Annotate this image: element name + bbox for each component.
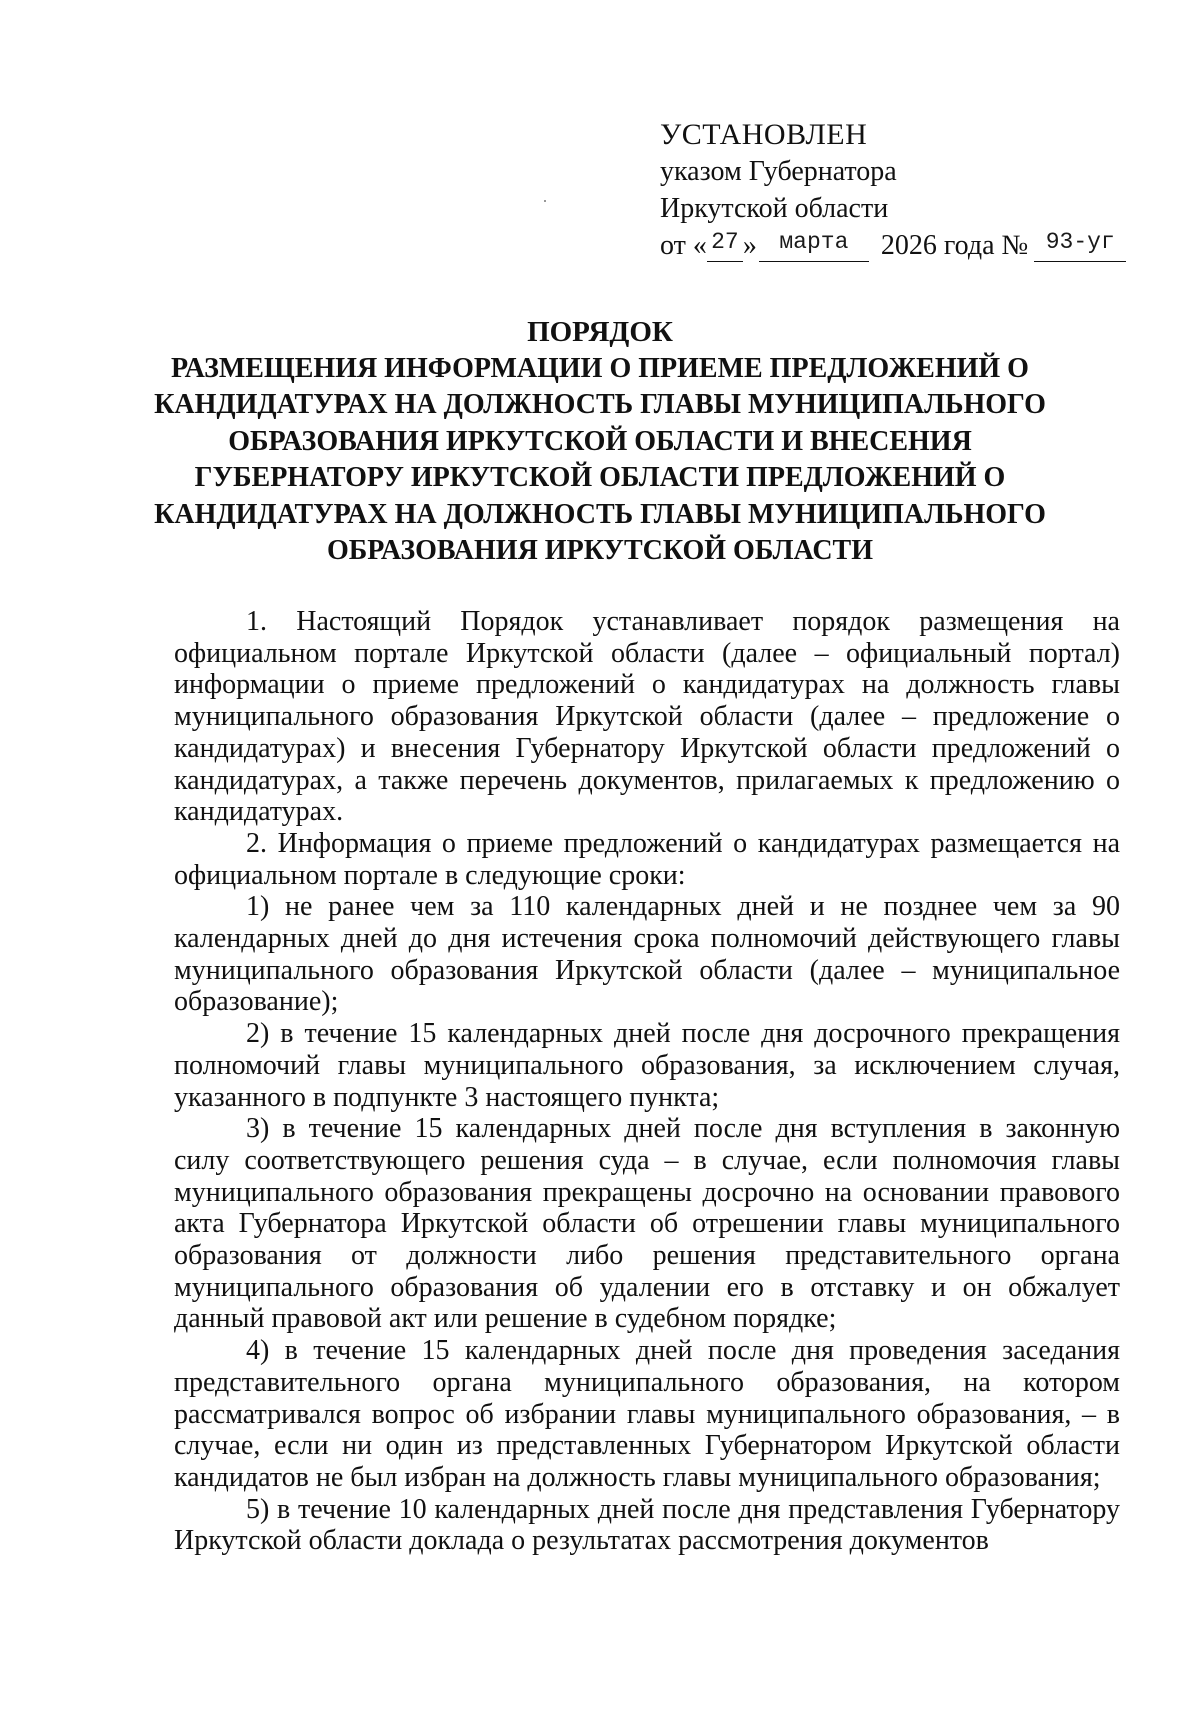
document-subtitle: РАЗМЕЩЕНИЯ ИНФОРМАЦИИ О ПРИЕМЕ ПРЕДЛОЖЕНИЙ О КАНДИДАТУРАХ НА ДОЛЖНОСТЬ ГЛАВЫ МУНИЦИПАЛЬНОГО ОБРАЗОВАНИЯ ИРКУТСКОЙ ОБЛАСТИ И ВНЕСЕНИЯ ГУБЕРНАТОРУ ИРКУТСКОЙ ОБЛАСТИ ПРЕДЛОЖЕНИЙ О КАНДИДАТУРАХ НА ДОЛЖНОСТЬ ГЛАВЫ МУНИЦИПАЛЬНОГО ОБРАЗОВАНИЯ ИРКУТСКОЙ ОБЛАСТИ xyxy=(154,352,1046,566)
approval-date-line xyxy=(660,227,1130,264)
date-year-text: 2026 года № xyxy=(880,230,1029,261)
subitem-2: 2) в течение 15 календарных дней после дня досрочного прекращения полномочий главы муниципального образования, за исключением случая, указанного в подпункте 3 настоящего пункта; xyxy=(174,1018,1120,1113)
subitem-1: 1) не ранее чем за 110 календарных дней и не позднее чем за 90 календарных дней до дня истечения срока полномочий действующего главы муниципального образования Иркутской области (далее – муниципальное образование); xyxy=(174,891,1120,1018)
paragraph-2: 2. Информация о приеме предложений о кандидатурах размещается на официальном портале в следующие сроки: xyxy=(174,827,1120,891)
date-prefix: от « xyxy=(660,230,707,261)
approval-region: Иркутской области xyxy=(660,193,889,224)
scan-speck xyxy=(544,200,546,202)
decree-number: 93-уг xyxy=(1045,229,1115,255)
document-heading xyxy=(150,314,1050,570)
document-title: ПОРЯДОК xyxy=(527,316,673,348)
subitem-4: 4) в течение 15 календарных дней после дня проведения заседания представительного органа муниципального образования, на котором рассматривался вопрос об избрании главы муниципального образования, – в случае, если ни один из представленных Губернатором Иркутской области кандидатов не был избран на должность главы муниципального образования; xyxy=(174,1335,1120,1493)
approval-block xyxy=(660,116,1130,264)
date-day: 27 xyxy=(711,229,739,255)
date-close-quote: » xyxy=(742,230,757,261)
approval-title: УСТАНОВЛЕН xyxy=(660,118,868,151)
date-month-field xyxy=(759,231,869,262)
decree-number-field xyxy=(1034,231,1126,262)
document-body xyxy=(174,606,1120,1557)
date-day-field xyxy=(707,231,743,262)
approval-issuer: указом Губернатора xyxy=(660,156,897,187)
subitem-5: 5) в течение 10 календарных дней после дня представления Губернатору Иркутской области доклада о результатах рассмотрения документов xyxy=(174,1493,1120,1557)
paragraph-1: 1. Настоящий Порядок устанавливает порядок размещения на официальном портале Иркутской области (далее – официальный портал) информации о приеме предложений о кандидатурах на должность главы муниципального образования Иркутской области (далее – предложение о кандидатурах) и внесения Губернатору Иркутской области предложений о кандидатурах, а также перечень документов, прилагаемых к предложению о кандидатурах. xyxy=(174,606,1120,828)
date-month: марта xyxy=(779,229,849,255)
subitem-3: 3) в течение 15 календарных дней после дня вступления в законную силу соответствующего решения суда – в случае, если полномочия главы муниципального образования прекращены досрочно на основании правового акта Губернатора Иркутской области об отрешении главы муниципального образования от должности либо решения представительного органа муниципального образования об удалении его в отставку и он обжалует данный правовой акт или решение в судебном порядке; xyxy=(174,1113,1120,1335)
